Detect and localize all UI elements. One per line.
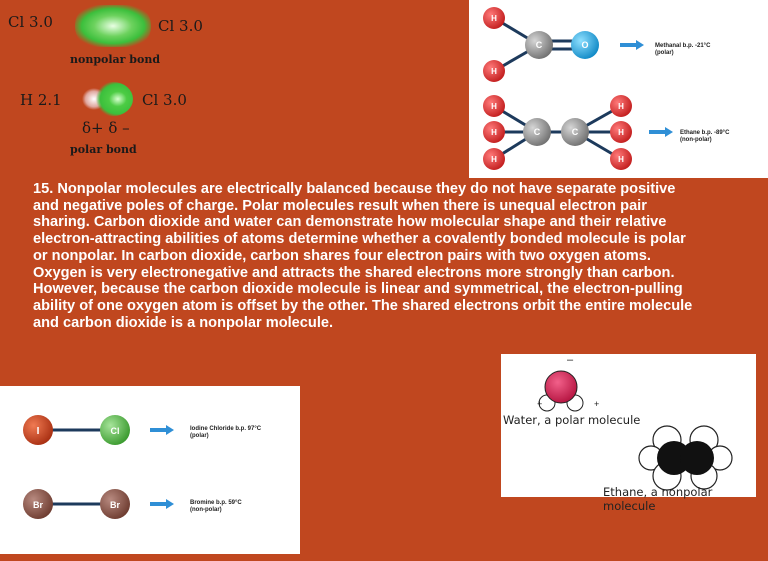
ethane-model-caption: Ethane, a nonpolar molecule	[603, 485, 713, 513]
iodine-chloride-annotation-line1: Iodine Chloride b.p. 97°C	[190, 426, 262, 432]
atom-label: C	[533, 127, 541, 137]
methanal-molecule	[483, 7, 599, 82]
ethane-annotation-line1: Ethane b.p. -89°C	[680, 130, 730, 136]
atom-label: Br	[32, 500, 44, 510]
nonpolar-electron-cloud	[72, 2, 154, 50]
ethane-annotation-line2: (non-polar)	[680, 137, 712, 143]
bromine-annotation-line1: Bromine b.p. 59°C	[190, 500, 242, 506]
water-caption: Water, a polar molecule	[503, 413, 641, 427]
ethane-arrow	[649, 127, 673, 137]
molecule-diagram	[469, 0, 768, 178]
ethane-space-filling-model	[639, 426, 732, 490]
atom-label: H	[618, 155, 624, 164]
nonpolar-right-label: Cl 3.0	[158, 17, 203, 35]
methanal-ethane-panel	[469, 0, 768, 178]
atom-label: H	[618, 102, 624, 111]
atom-label: Br	[109, 500, 121, 510]
space-filling-panel	[501, 354, 756, 513]
partial-charges: δ+ δ –	[82, 119, 130, 137]
atom-label: H	[491, 14, 497, 23]
atom-label: O	[581, 40, 589, 50]
iodine-chloride-annotation-line2: (polar)	[190, 433, 209, 439]
atom-label: H	[491, 155, 497, 164]
water-negative-charge: –	[567, 354, 574, 366]
ethane-bonds	[494, 106, 621, 159]
water-positive-charge: +	[537, 399, 543, 409]
iodine-chloride-arrow	[150, 425, 174, 435]
halogen-diagram	[0, 386, 300, 554]
polar-left-label: H 2.1	[20, 91, 62, 109]
nonpolar-left-label: Cl 3.0	[8, 13, 53, 31]
water-positive-charge: +	[594, 399, 600, 409]
methanal-annotation-line1: Methanal b.p. -21°C	[655, 43, 711, 49]
atom-label: C	[535, 40, 543, 50]
atom-label: H	[491, 128, 497, 137]
atom-label: Cl	[110, 426, 120, 436]
atom-label: H	[491, 102, 497, 111]
polar-bond-caption: polar bond	[70, 143, 137, 156]
atom-label: I	[36, 426, 40, 437]
bromine-annotation-line2: (non-polar)	[190, 507, 222, 513]
bromine-arrow	[150, 499, 174, 509]
methanal-annotation-line2: (polar)	[655, 50, 674, 56]
carbon-atom	[680, 441, 714, 475]
halogen-panel	[0, 386, 300, 554]
atom-label: H	[491, 67, 497, 76]
atom-label: C	[571, 127, 579, 137]
main-paragraph: 15. Nonpolar molecules are electrically balanced because they do not have separate positive and negative poles of charge. Polar molecules result when there is unequal electron pair sharing. Carbon dioxide and water can demonstrate how molecular shape and their relative electron-attracting abilities of atoms determine whether a covalently bonded molecule is polar or nonpolar. In carbon dioxide, carbon shares four electron pairs with two oxygen atoms. Oxygen is very electronegative and attracts the shared electrons more strongly than carbon. However, because the carbon dioxide molecule is linear and symmetrical, the electron-pulling ability of one oxygen atom is offset by the other. The shared electrons orbit the entire molecule and carbon dioxide is a nonpolar molecule.	[33, 181, 693, 331]
nonpolar-bond-caption: nonpolar bond	[70, 53, 161, 66]
water-model	[539, 371, 583, 411]
methanal-arrow	[620, 40, 644, 50]
polar-right-label: Cl 3.0	[142, 91, 187, 109]
polar-electron-cloud	[80, 80, 136, 118]
oxygen-atom	[545, 371, 577, 403]
atom-label: H	[618, 128, 624, 137]
